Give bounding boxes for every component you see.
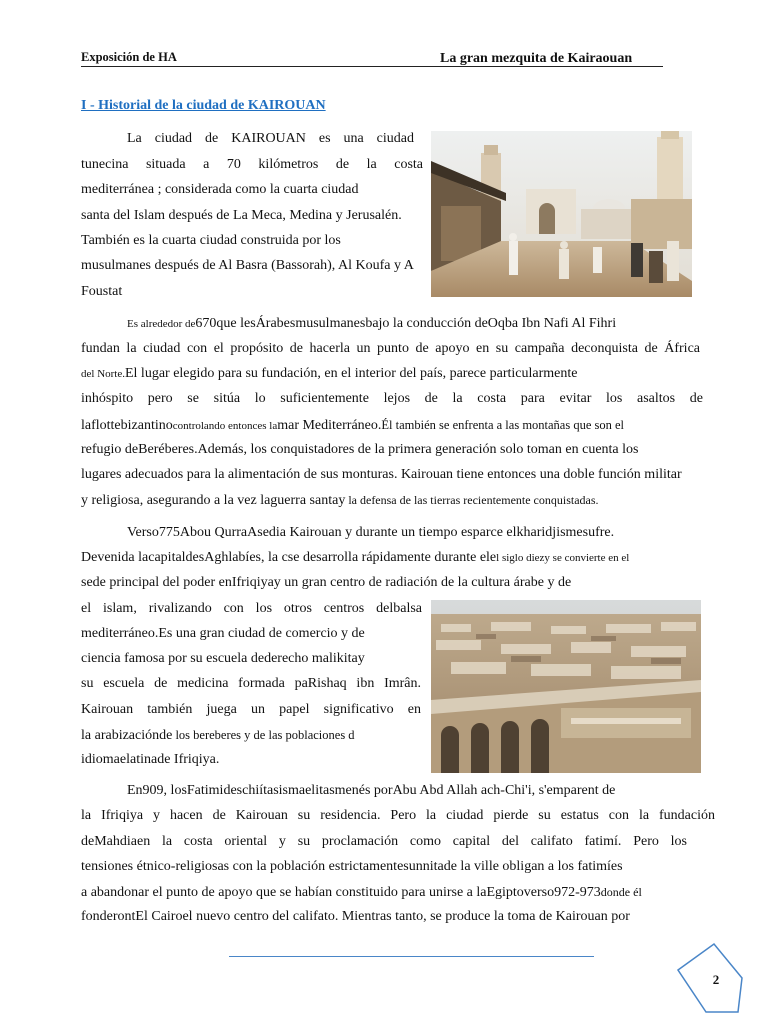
p3-line-1: Verso775Abou QurraAsedia Kairouan y durante un tiempo esparce elkharidjismesufre. (127, 525, 615, 540)
section-title: I - Historial de la ciudad de KAIROUAN (81, 98, 326, 113)
p3-line-10: idiomaelatinade Ifriqiya. (81, 752, 220, 767)
p1-line: También es la cuarta ciudad construida por los (81, 233, 341, 248)
p3-small-text: l siglo diezy se convierte en el (496, 552, 630, 564)
p4-text: a abandonar el punto de apoyo que se habían constituido para unirse a laEgiptoverso972-973 (81, 885, 601, 900)
page-number: 2 (712, 972, 720, 987)
p2-line-4: inhóspito pero se sitúa lo suficientemente lejos de la costa para evitar los asaltos de (81, 391, 703, 406)
p3-line-2 (81, 550, 629, 566)
footer-rule (229, 956, 594, 957)
p3-line-6: ciencia famosa por su escuela dederecho malikitay (81, 651, 365, 666)
p1-line: tunecina situada a 70 kilómetros de la costa (81, 157, 423, 172)
p2-line-7: lugares adecuados para la alimentación de sus monturas. Kairouan tiene entonces una doble función militar (81, 467, 682, 482)
p3-small-text: los bereberes y de las poblaciones d (172, 728, 355, 742)
p2-text: y religiosa, asegurando a la vez laguerra santay (81, 493, 346, 508)
p1-line: Foustat (81, 284, 123, 299)
p2-line-8 (81, 492, 599, 509)
p3-line-4: el islam, rivalizando con los otros centros delbalsa (81, 601, 422, 616)
p3-line-8: Kairouan también juega un papel significativo en (81, 702, 421, 717)
p2-line-1 (127, 316, 616, 332)
p2-text: El lugar elegido para su fundación, en el interior del país, parece particularmente (124, 366, 578, 381)
p4-small-text: donde él (600, 885, 642, 899)
p3-line-9 (81, 727, 431, 744)
kairouan-rooftops-photo (431, 600, 701, 773)
p1-line: mediterránea ; considerada como la cuarta ciudad (81, 182, 359, 197)
p4-line-3: deMahdiaen la costa oriental y su proclamación como capital del califato fatimí. Pero los (81, 834, 687, 849)
p3-line-3: sede principal del poder enIfriqiyay un gran centro de radiación de la cultura árabe y de (81, 575, 572, 590)
p4-line-6: fonderontEl Cairoel nuevo centro del califato. Mientras tanto, se produce la toma de Kairouan por (81, 909, 630, 924)
p2-line-2: fundan la ciudad con el propósito de hacerla un punto de apoyo en su campaña deconquista de África (81, 341, 700, 356)
p2-small-text: Él también se enfrenta a las montañas que son el (381, 418, 625, 432)
p2-line-6: refugio deBeréberes.Además, los conquistadores de la primera generación solo toman en cuenta los (81, 442, 639, 457)
p2-text: mar Mediterráneo. (277, 418, 382, 433)
p3-line-5: mediterráneo.Es una gran ciudad de comercio y de (81, 626, 365, 641)
p1-line: santa del Islam después de La Meca, Medina y Jerusalén. (81, 208, 402, 223)
p2-text: 670que lesÁrabesmusulmanesbajo la conducción deOqba Ibn Nafi Al Fihri (195, 316, 617, 331)
p4-line-2: la Ifriqiya y hacen de Kairouan su residencia. Pero la ciudad pierde su estatus con la fundación (81, 808, 715, 823)
kairouan-street-photo (431, 131, 692, 297)
p3-line-7: su escuela de medicina formada paRishaq ibn Imrân. (81, 676, 421, 691)
p3-text: la arabizaciónde (81, 728, 173, 743)
p2-small-text: controlando entonces la (172, 420, 278, 432)
p2-line-5 (81, 417, 624, 434)
p2-small-text: Es alrededor de (127, 318, 196, 330)
p2-text: laflottebizantino (81, 418, 173, 433)
p4-line-5 (81, 884, 642, 901)
p4-line-4: tensiones étnico-religiosas con la población estrictamentesunnitade la ville obligan a los fatimíes (81, 859, 623, 874)
p1-line: musulmanes después de Al Basra (Bassorah), Al Koufa y A (81, 258, 414, 273)
header-right-title: La gran mezquita de Kairaouan (440, 51, 633, 66)
p2-small-text: del Norte. (81, 368, 125, 380)
p1-line: La ciudad de KAIROUAN es una ciudad (127, 131, 414, 146)
p3-text: Devenida lacapitaldesAghlabíes, la cse desarrolla rápidamente durante ele (81, 550, 497, 565)
p4-line-1: En909, losFatimideschiítasismaelitasmenés porAbu Abd Allah ach-Chi'i, s'emparent de (127, 783, 616, 798)
header-rule (81, 66, 663, 67)
p2-line-3 (81, 366, 577, 382)
header-left-title: Exposición de HA (81, 50, 177, 64)
p2-small-text: la defensa de las tierras recientemente conquistadas. (345, 493, 599, 507)
